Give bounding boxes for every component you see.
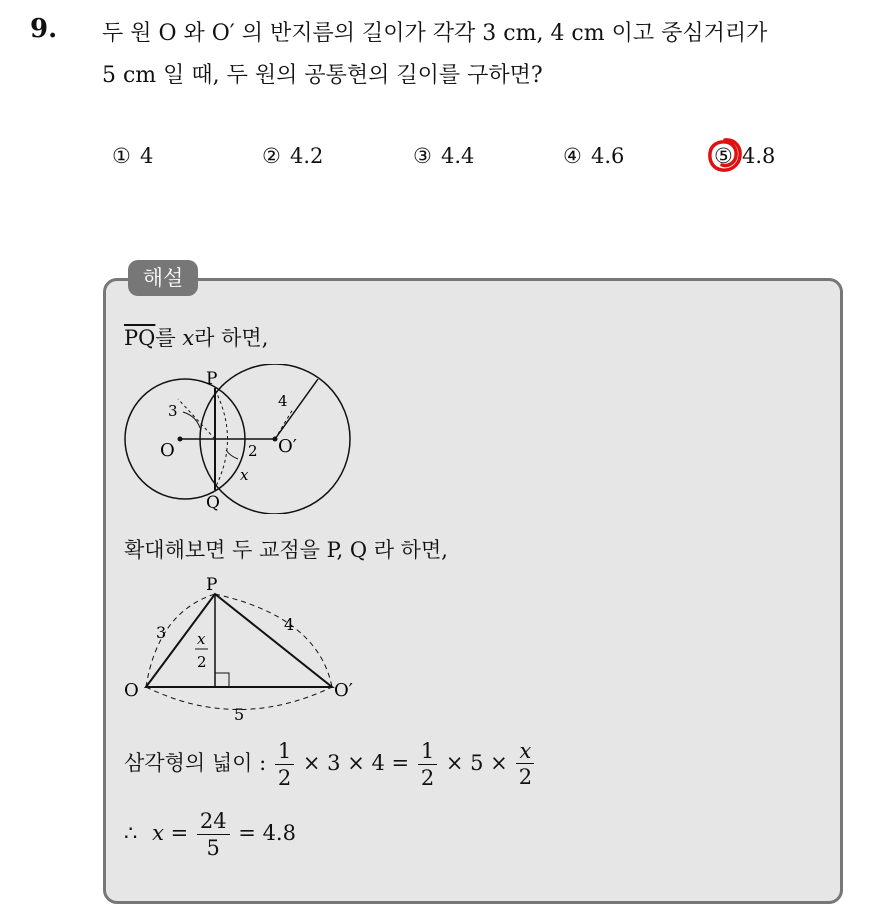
area-equation xyxy=(124,738,536,791)
label-radius-4: 4 xyxy=(278,392,288,410)
label-o: O xyxy=(124,680,139,701)
choice-mark: ⑤ xyxy=(714,144,733,168)
label-side-5: 5 xyxy=(234,705,245,722)
label-side-3: 3 xyxy=(156,623,167,642)
triangle-figure xyxy=(118,572,358,722)
two-circles-figure xyxy=(118,364,358,514)
choice-mark: ① xyxy=(112,144,131,168)
segment-pq: $\overline{PQ}$ xyxy=(124,326,156,350)
label-p: P xyxy=(206,575,218,595)
label-o: O xyxy=(160,440,175,461)
choice-1[interactable] xyxy=(112,144,153,168)
text: 를 xyxy=(155,326,183,350)
text: 라 하면, xyxy=(194,326,269,350)
choice-mark: ③ xyxy=(413,144,432,168)
denominator: 5 xyxy=(206,836,220,860)
denominator: 2 xyxy=(420,766,435,790)
denominator: 2 xyxy=(518,765,533,789)
label-radius-3: 3 xyxy=(168,402,178,420)
result-value: = 4.8 xyxy=(238,821,296,845)
question-number: 9. xyxy=(30,14,58,44)
answer-mark-icon xyxy=(706,136,744,174)
text: × 3 × 4 = xyxy=(302,751,410,775)
var-x: x = xyxy=(152,821,189,845)
choice-value: 4.6 xyxy=(591,144,625,168)
numerator: 1 xyxy=(275,738,294,765)
solution-badge: 해설 xyxy=(128,260,198,296)
numerator: 1 xyxy=(418,738,437,765)
fraction xyxy=(516,739,534,790)
numerator: x xyxy=(516,739,534,764)
label-x: x xyxy=(240,466,249,484)
label-side-4: 4 xyxy=(284,615,295,634)
choice-mark: ② xyxy=(262,144,281,168)
question-text-line1: 두 원 O 와 O′ 의 반지름의 길이가 각각 3 cm, 4 cm 이고 중심거리가 xyxy=(102,21,768,46)
choice-3[interactable] xyxy=(413,144,474,168)
fraction xyxy=(197,808,230,861)
choice-value: 4.2 xyxy=(290,144,324,168)
choice-value: 4.4 xyxy=(441,144,475,168)
label-o-prime: O′ xyxy=(278,436,297,457)
label-o-prime: O′ xyxy=(334,680,353,701)
fraction xyxy=(275,738,294,791)
label-p: P xyxy=(206,369,218,389)
choice-mark: ④ xyxy=(563,144,582,168)
choice-2[interactable] xyxy=(262,144,323,168)
label-height-den: 2 xyxy=(197,653,207,671)
choice-4[interactable] xyxy=(563,144,624,168)
choice-value: 4 xyxy=(140,144,154,168)
question-text-line2: 5 cm 일 때, 두 원의 공통현의 길이를 구하면? xyxy=(102,63,543,88)
numerator: 24 xyxy=(197,808,230,835)
solution-line1 xyxy=(124,322,268,352)
therefore-symbol: ∴ xyxy=(124,821,138,845)
result-equation xyxy=(124,808,296,861)
fraction xyxy=(418,738,437,791)
label-q: Q xyxy=(206,493,220,513)
choice-value: 4.8 xyxy=(742,144,776,168)
var-x: x xyxy=(182,326,195,350)
label-height-num: x xyxy=(197,630,206,648)
denominator: 2 xyxy=(277,766,292,790)
text: × 5 × xyxy=(445,751,508,775)
area-label: 삼각형의 넓이 : xyxy=(124,751,267,775)
solution-line2: 확대해보면 두 교점을 P, Q 라 하면, xyxy=(124,538,448,562)
label-distance-2: 2 xyxy=(248,442,258,460)
